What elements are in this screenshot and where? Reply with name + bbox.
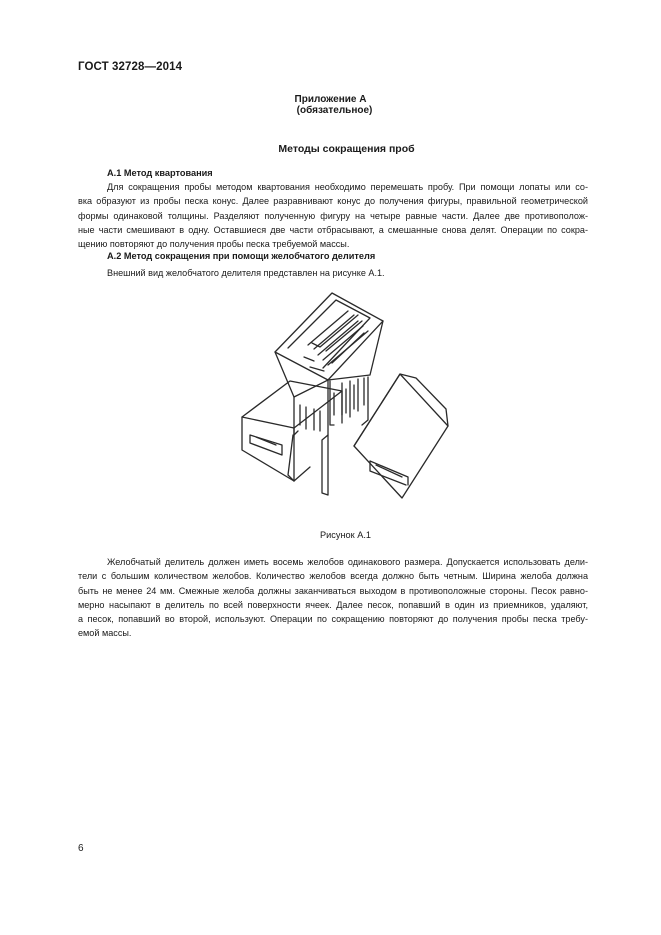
section-title: Методы сокращения проб bbox=[278, 143, 415, 155]
riffle-splitter-figure bbox=[230, 285, 456, 510]
text-line: емой массы. bbox=[78, 628, 132, 639]
text-line: формы одинаковой толщины. Разделяют полученную фигуру на четыре равные части. Далее две противополож- bbox=[78, 210, 588, 221]
subsection-a1-text bbox=[78, 180, 588, 251]
subsection-a2-heading: А.2 Метод сокращения при помощи желобчатого делителя bbox=[107, 251, 376, 261]
text-line: а песок, попавший во второй, используют. Операции по сокращению повторяют до получения пробы песка требу- bbox=[78, 614, 588, 625]
subsection-a1-heading: А.1 Метод квартования bbox=[107, 168, 213, 178]
text-line: быть не менее 24 мм. Смежные желоба должны заканчиваться выходом в противоположные стороны. Песок равно- bbox=[78, 585, 588, 596]
text-line: вка образуют из пробы песка конус. Далее разравнивают конус до получения фигуры, правильной геометрической bbox=[78, 196, 588, 207]
subsection-a2-text bbox=[78, 555, 588, 641]
text-line: щению повторяют до получения пробы песка требуемой массы. bbox=[78, 239, 350, 250]
text-line: Желобчатый делитель должен иметь восемь желобов одинакового размера. Допускается использовать дели- bbox=[107, 557, 588, 567]
appendix-status: (обязательное) bbox=[296, 105, 373, 116]
page-number: 6 bbox=[78, 843, 84, 854]
text-line: ные части смешивают в одну. Оставшиеся две части отбрасывают, а смешанные снова делят. Операции по сокра- bbox=[78, 224, 588, 235]
hopper bbox=[275, 293, 383, 435]
text-line: тели с большим количеством желобов. Количество желобов всегда должно быть четным. Ширина желоба должна bbox=[78, 571, 588, 582]
figure-caption: Рисунок А.1 bbox=[320, 530, 371, 540]
text-line: Для сокращения пробы методом квартования необходимо перемешать пробу. При помощи лопаты или со- bbox=[107, 182, 588, 192]
subsection-a2-intro: Внешний вид желобчатого делителя представлен на рисунке А.1. bbox=[107, 268, 385, 278]
left-receiver-pan bbox=[242, 381, 342, 481]
text-line: мерно насыпают в делитель по всей поверхности ячеек. Далее песок, попавший в один из приемников, удаляют, bbox=[78, 599, 588, 610]
appendix-title: Приложение А bbox=[294, 94, 367, 105]
document-code: ГОСТ 32728—2014 bbox=[78, 61, 183, 73]
